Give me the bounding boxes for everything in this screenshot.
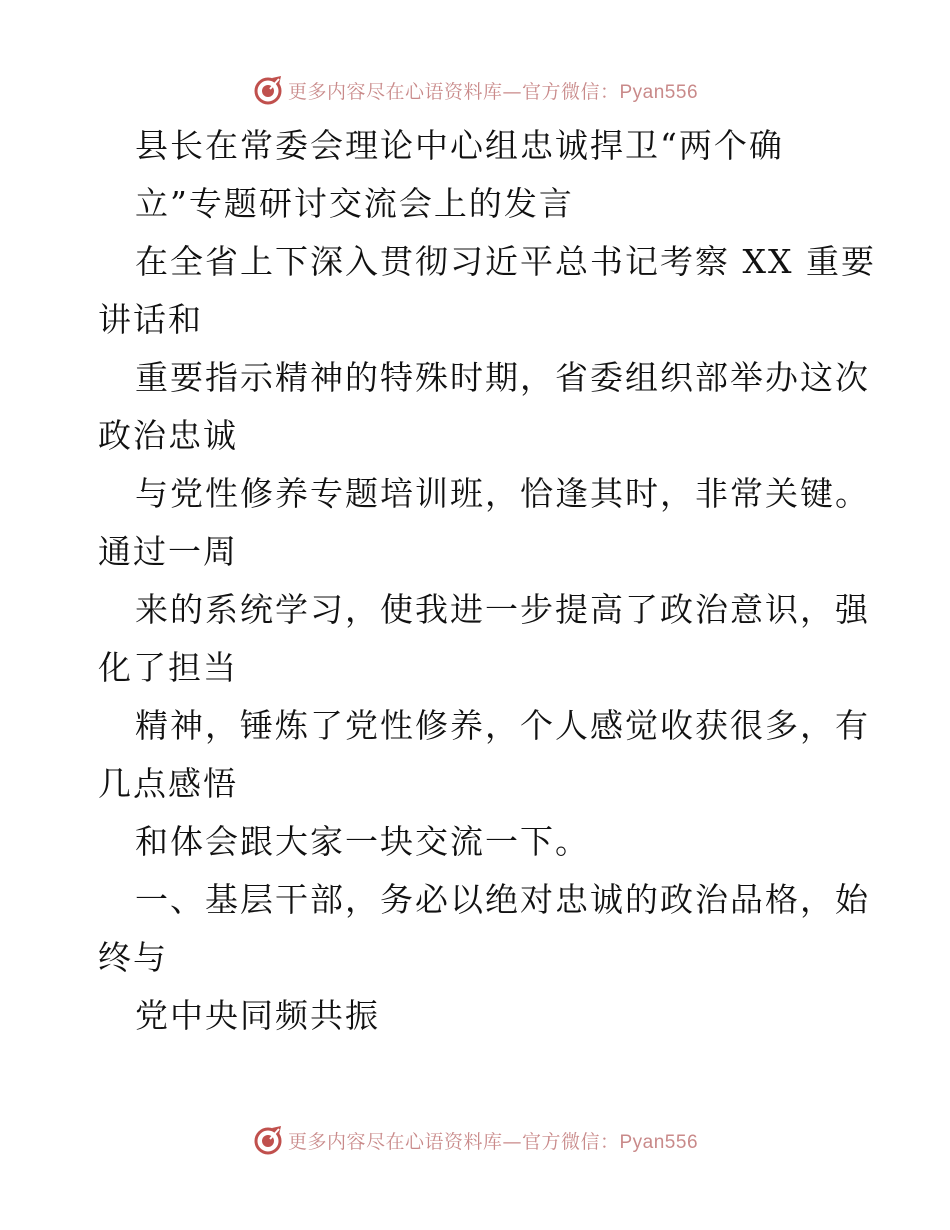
watermark-id: Pyan556 bbox=[619, 81, 699, 103]
heading-line: 终与 bbox=[98, 938, 168, 977]
header-watermark bbox=[0, 70, 950, 110]
paragraph-line: 与党性修养专题培训班，恰逢其时，非常关键。 bbox=[135, 474, 870, 513]
paragraph-line: 来的系统学习，使我进一步提高了政治意识，强 bbox=[135, 590, 870, 629]
paragraph-line: 讲话和 bbox=[98, 300, 203, 339]
paragraph-line: 通过一周 bbox=[98, 532, 238, 571]
paragraph-line: 在全省上下深入贯彻习近平总书记考察 XX 重要 bbox=[135, 242, 876, 281]
pen-logo-icon bbox=[252, 1124, 284, 1156]
paragraph-line: 政治忠诚 bbox=[98, 416, 238, 455]
pen-logo-icon bbox=[252, 74, 284, 106]
watermark-id: Pyan556 bbox=[619, 1131, 699, 1153]
watermark-text: 更多内容尽在心语资料库—官方微信： bbox=[287, 1130, 620, 1153]
title-line: 县长在常委会理论中心组忠诚捍卫“两个确 bbox=[135, 126, 784, 165]
heading-line: 一、基层干部，务必以绝对忠诚的政治品格，始 bbox=[135, 880, 870, 919]
paragraph-line: 重要指示精神的特殊时期，省委组织部举办这次 bbox=[135, 358, 870, 397]
paragraph-line: 几点感悟 bbox=[98, 764, 238, 803]
footer-watermark bbox=[0, 1120, 950, 1160]
heading-line: 党中央同频共振 bbox=[135, 996, 380, 1035]
paragraph-line: 化了担当 bbox=[98, 648, 238, 687]
paragraph-line: 精神，锤炼了党性修养，个人感觉收获很多，有 bbox=[135, 706, 870, 745]
title-line: 立”专题研讨交流会上的发言 bbox=[135, 184, 574, 223]
paragraph-line: 和体会跟大家一块交流一下。 bbox=[135, 822, 590, 861]
watermark-text: 更多内容尽在心语资料库—官方微信： bbox=[287, 80, 620, 103]
